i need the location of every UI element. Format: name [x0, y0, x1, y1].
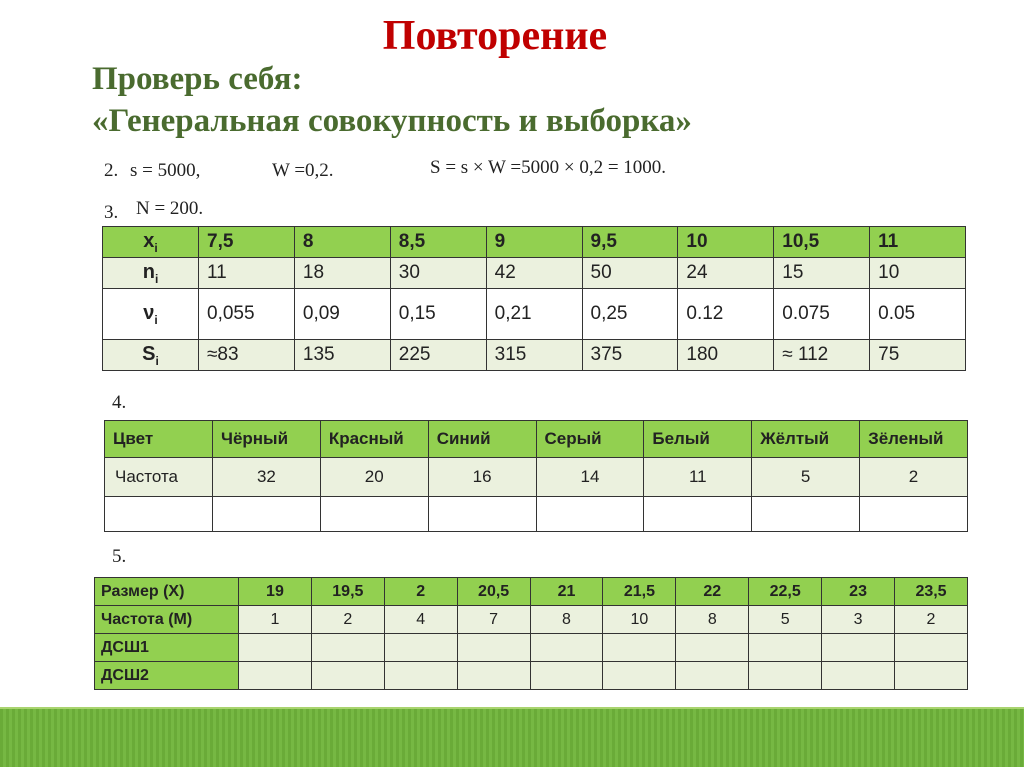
table-cell: 19	[239, 578, 312, 606]
subtitle	[92, 58, 692, 142]
table-cell	[749, 662, 822, 690]
table-cell: 10	[870, 258, 966, 289]
table-cell: 23	[822, 578, 895, 606]
table-cell: 21	[530, 578, 603, 606]
table-cell	[311, 634, 384, 662]
table-cell	[603, 662, 676, 690]
row-label: ДСШ1	[95, 634, 239, 662]
table-cell: 5	[752, 458, 860, 497]
table-cell: 50	[582, 258, 678, 289]
table-cell	[752, 497, 860, 532]
table-cell: 9,5	[582, 227, 678, 258]
table-cell: 2	[311, 606, 384, 634]
table-cell: 19,5	[311, 578, 384, 606]
row-label: Частота	[105, 458, 213, 497]
table-cell: Чёрный	[213, 421, 321, 458]
table-cell: 30	[390, 258, 486, 289]
table-cell: 4	[384, 606, 457, 634]
table-cell: 16	[428, 458, 536, 497]
bottom-decor-bar	[0, 709, 1024, 767]
table-row	[103, 227, 966, 258]
table-cell: 5	[749, 606, 822, 634]
table-colors	[104, 420, 968, 532]
table-cell: 2	[384, 578, 457, 606]
table-cell	[384, 634, 457, 662]
table-cell	[749, 634, 822, 662]
row-label: ДСШ2	[95, 662, 239, 690]
table-cell: 0,25	[582, 289, 678, 340]
table-cell	[530, 662, 603, 690]
table-cell	[311, 662, 384, 690]
table-cell: 11	[870, 227, 966, 258]
table-cell: Белый	[644, 421, 752, 458]
table-row	[95, 662, 968, 690]
row-label	[105, 497, 213, 532]
table-cell: 0,15	[390, 289, 486, 340]
table-cell: Красный	[320, 421, 428, 458]
table-cell: 20,5	[457, 578, 530, 606]
page-title: Повторение	[382, 13, 608, 59]
table-cell: 24	[678, 258, 774, 289]
table-row	[105, 497, 968, 532]
row-label: Частота (M)	[95, 606, 239, 634]
table-row	[105, 458, 968, 497]
table-cell: 18	[294, 258, 390, 289]
table-cell: ≈ 112	[774, 340, 870, 371]
table-cell	[603, 634, 676, 662]
item-3-number: 3.	[104, 202, 119, 223]
item-2-number: 2.	[104, 160, 119, 181]
table-cell: 9	[486, 227, 582, 258]
table-cell: 42	[486, 258, 582, 289]
table-cell: 8	[294, 227, 390, 258]
table-cell: 21,5	[603, 578, 676, 606]
item-2-w: W =0,2.	[272, 160, 334, 181]
table-cell: 22	[676, 578, 749, 606]
table-cell	[644, 497, 752, 532]
table-cell: 225	[390, 340, 486, 371]
item-2-s: s = 5000,	[130, 160, 201, 181]
table-cell: Жёлтый	[752, 421, 860, 458]
table-cell: 135	[294, 340, 390, 371]
item-3-n: N = 200.	[136, 198, 204, 219]
table-cell	[822, 662, 895, 690]
subtitle-line1: Проверь себя:	[92, 61, 303, 97]
table-cell	[676, 662, 749, 690]
table-row	[103, 258, 966, 289]
table-cell: 23,5	[895, 578, 968, 606]
table-cell: 315	[486, 340, 582, 371]
table-cell: 2	[860, 458, 968, 497]
row-label: $S_i$	[103, 340, 199, 371]
table-cell: 0,055	[199, 289, 295, 340]
table-cell: 0.12	[678, 289, 774, 340]
table-cell: Зёленый	[860, 421, 968, 458]
table-cell: ≈83	[199, 340, 295, 371]
row-label: Размер (X)	[95, 578, 239, 606]
table-cell: 10	[678, 227, 774, 258]
table-row	[95, 634, 968, 662]
table-cell	[457, 662, 530, 690]
table-cell: 10,5	[774, 227, 870, 258]
table-cell: 180	[678, 340, 774, 371]
table-cell: 10	[603, 606, 676, 634]
table-row	[103, 289, 966, 340]
table-cell: 15	[774, 258, 870, 289]
table-cell: 7	[457, 606, 530, 634]
item-4-number: 4.	[112, 392, 127, 413]
table-cell: 7,5	[199, 227, 295, 258]
table-cell: 14	[536, 458, 644, 497]
table-cell	[895, 634, 968, 662]
table-cell: 75	[870, 340, 966, 371]
table-cell	[895, 662, 968, 690]
table-cell: 32	[213, 458, 321, 497]
table-cell	[860, 497, 968, 532]
table-row	[103, 340, 966, 371]
table-cell: 8	[676, 606, 749, 634]
table-cell: 2	[895, 606, 968, 634]
table-frequencies	[102, 226, 966, 371]
table-cell: 11	[644, 458, 752, 497]
table-sizes	[94, 577, 968, 690]
table-row	[105, 421, 968, 458]
table-cell	[822, 634, 895, 662]
table-row	[95, 578, 968, 606]
table-cell	[676, 634, 749, 662]
table-cell: 22,5	[749, 578, 822, 606]
table-cell: 0.05	[870, 289, 966, 340]
table-cell: 8	[530, 606, 603, 634]
table-cell: 0,21	[486, 289, 582, 340]
table-cell	[384, 662, 457, 690]
row-label: $\nu_i$	[103, 289, 199, 340]
row-label: Цвет	[105, 421, 213, 458]
table-cell	[239, 662, 312, 690]
item-2-formula: S = s × W =5000 × 0,2 = 1000.	[430, 157, 667, 178]
table-cell: Синий	[428, 421, 536, 458]
row-label: $x_i$	[103, 227, 199, 258]
table-cell	[239, 634, 312, 662]
table-cell: 3	[822, 606, 895, 634]
table-cell	[536, 497, 644, 532]
table-cell: 0.075	[774, 289, 870, 340]
table-cell	[457, 634, 530, 662]
row-label: $n_i$	[103, 258, 199, 289]
table-cell	[320, 497, 428, 532]
table-cell: 375	[582, 340, 678, 371]
table-cell: 8,5	[390, 227, 486, 258]
subtitle-line2: «Генеральная совокупность и выборка»	[92, 103, 692, 139]
table-cell: 1	[239, 606, 312, 634]
table-cell: 0,09	[294, 289, 390, 340]
table-cell	[530, 634, 603, 662]
table-row	[95, 606, 968, 634]
table-cell: Серый	[536, 421, 644, 458]
table-cell: 20	[320, 458, 428, 497]
table-cell: 11	[199, 258, 295, 289]
item-5-number: 5.	[112, 546, 127, 567]
table-cell	[428, 497, 536, 532]
table-cell	[213, 497, 321, 532]
